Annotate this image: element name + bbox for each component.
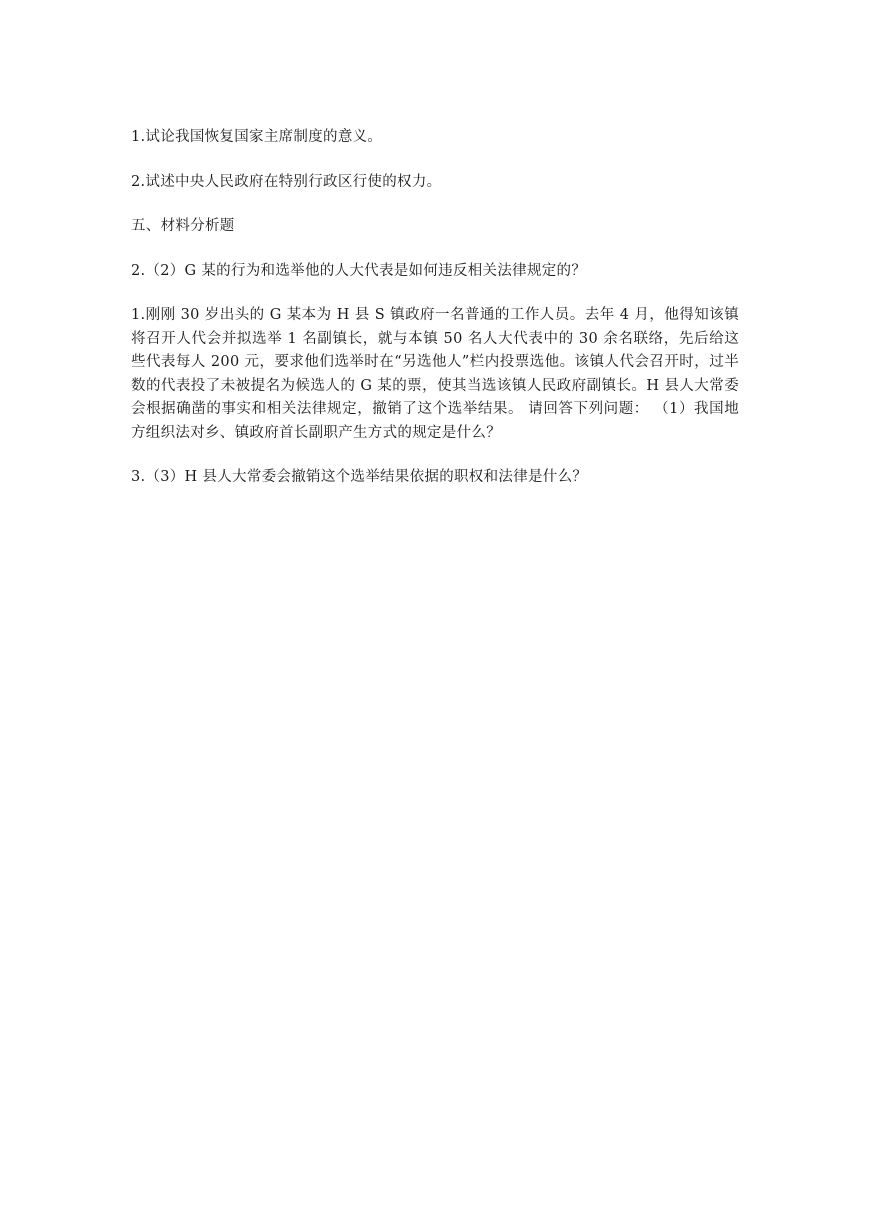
question-2: 2.试述中央人民政府在特别行政区行使的权力。 [131, 173, 442, 190]
sub-question-2: 2.（2）G 某的行为和选举他的人大代表是如何违反相关法律规定的？ [131, 262, 587, 279]
section-heading: 五、材料分析题 [131, 218, 235, 234]
question-1: 1.试论我国恢复国家主席制度的意义。 [131, 129, 383, 145]
sub-question-3: 3.（3）H 县人大常委会撤销这个选举结果依据的职权和法律是什么？ [131, 469, 588, 485]
document-body [131, 126, 739, 490]
material-paragraph: 1.刚刚 30 岁出头的 G 某本为 H 县 S 镇政府一名普通的工作人员。去年 4 月，他得知该镇将召开人代会并拟选举 1 名副镇长，就与本镇 50 名人大代表中的 30 余名联络，先后给这些代表每人 200 元，要求他们选举时在“另选他人”栏内投票选他。该镇人代会召开时，过半数的代表投了未被提名为候选人的 G 某的票，使其当选该镇人民政府副镇长。H 县人大常委会根据确凿的事实和相关法律规定，撤销了这个选举结果。 请回答下列问题： （1）我国地方组织法对乡、镇政府首长副职产生方式的规定是什么？ [131, 307, 739, 441]
